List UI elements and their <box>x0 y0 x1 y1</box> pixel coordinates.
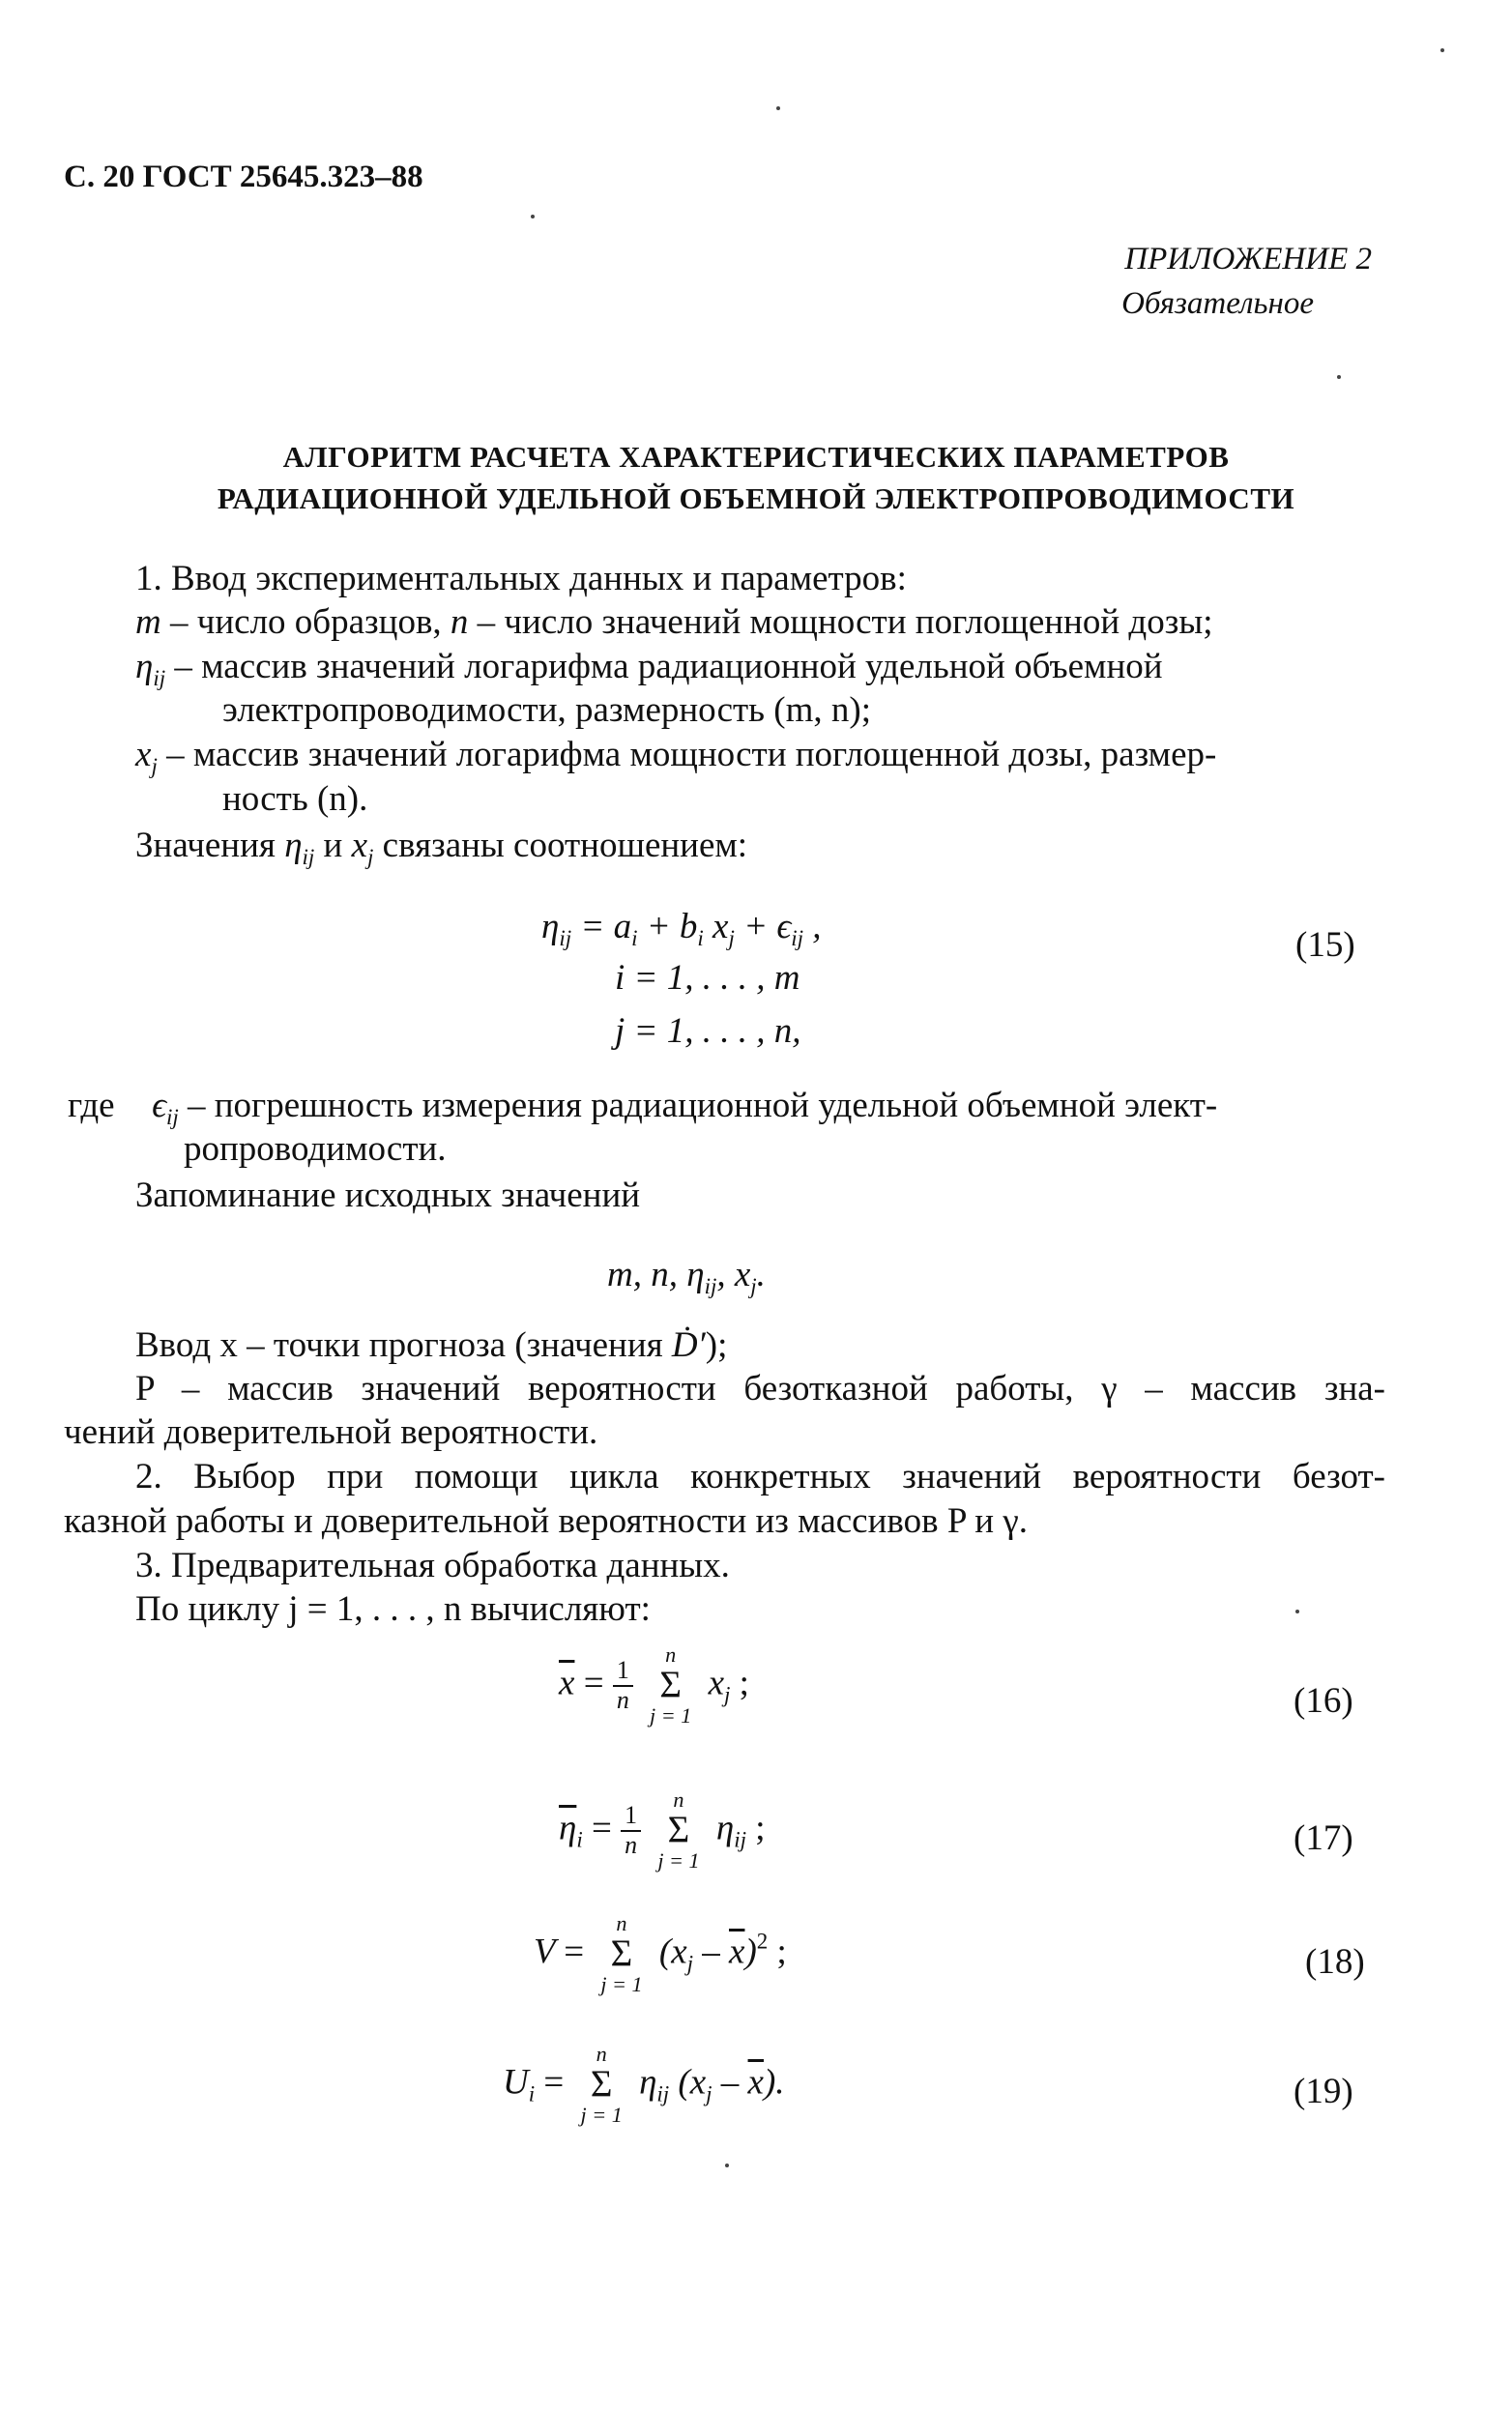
eq17-sum-bot: j = 1 <box>657 1848 700 1874</box>
eq17-lhs: $\overline{\eta}$ <box>559 1808 577 1848</box>
eq18-equals: = <box>564 1932 585 1972</box>
forecast-suffix: ); <box>705 1325 728 1365</box>
memorize-values-main: m, n, η <box>607 1255 705 1294</box>
eq17-sum <box>657 1788 699 1874</box>
scan-speck <box>1440 48 1444 52</box>
document-title-line2: РАДИАЦИОННОЙ УДЕЛЬНОЙ ОБЪЕМНОЙ ЭЛЕКТРОПРОВОДИМОСТИ <box>217 481 1295 515</box>
eq15-b-sub: i <box>697 926 704 951</box>
eq16-sigma: Σ <box>659 1664 682 1706</box>
eq19-term2-sub: j <box>706 2081 712 2106</box>
eq16-den: n <box>616 1685 629 1714</box>
eq19-sum <box>580 2043 622 2128</box>
eq19-term-mid: – <box>712 2062 748 2103</box>
eq16 <box>559 1643 749 1728</box>
eq15-eps-sub: ij <box>791 926 803 951</box>
appendix-title: ПРИЛОЖЕНИЕ 2 <box>1124 242 1372 276</box>
where-label: где <box>68 1086 115 1125</box>
relation-and: и <box>314 826 352 865</box>
where-eps-sub: ij <box>166 1105 179 1130</box>
n-symbol: n <box>450 602 469 642</box>
eq18 <box>534 1912 787 1997</box>
eq18-number: (18) <box>1305 1942 1365 1982</box>
scan-speck <box>1337 375 1341 379</box>
eq18-end: ; <box>768 1932 787 1972</box>
relation-eta-sub: ij <box>302 845 315 870</box>
eq17-number: (17) <box>1294 1818 1353 1858</box>
scan-speck <box>776 106 780 110</box>
eq17-equals: = <box>591 1808 612 1848</box>
eq15-line2: i = 1, . . . , m <box>615 958 800 998</box>
eq17-term: η <box>715 1808 735 1848</box>
eq15-line1 <box>541 906 821 952</box>
eq19-sum-bot: j = 1 <box>580 2103 623 2128</box>
x-subscript: j <box>151 754 158 779</box>
page-header: С. 20 ГОСТ 25645.323–88 <box>64 160 423 194</box>
eq15-eta-sub: ij <box>559 926 572 951</box>
memorize-values <box>607 1254 766 1300</box>
eq19-number: (19) <box>1294 2072 1353 2111</box>
m-description: – число образцов, <box>160 602 451 642</box>
eq16-lhs: $\overline{x}$ <box>559 1663 575 1703</box>
eq16-equals: = <box>583 1663 604 1703</box>
section1-eta-line <box>135 646 1382 692</box>
eq19-sigma: Σ <box>590 2063 613 2106</box>
where-eps: ϵ <box>152 1086 166 1125</box>
scan-speck <box>531 215 535 218</box>
forecast-prefix: Ввод x – точки прогноза (значения <box>135 1325 672 1365</box>
document-title-line1: АЛГОРИТМ РАСЧЕТА ХАРАКТЕРИСТИЧЕСКИХ ПАРАМЕТРОВ <box>282 440 1230 474</box>
eta-description-line2: электропроводимости, размерность (m, n); <box>222 690 872 730</box>
eq16-num: 1 <box>613 1657 633 1686</box>
x-description-line2: ность (n). <box>222 779 368 819</box>
eq19-term-sub: ij <box>656 2081 670 2106</box>
eq17-num: 1 <box>621 1802 641 1831</box>
n-description: – число значений мощности поглощенной дозы; <box>468 602 1213 642</box>
memorize-text: Запоминание исходных значений <box>135 1176 641 1215</box>
eta-subscript: ij <box>153 666 166 691</box>
relation-x: x <box>351 826 368 865</box>
eq18-term-open: (x <box>658 1932 687 1972</box>
eta-symbol: η <box>135 647 154 686</box>
relation-prefix: Значения <box>135 826 285 865</box>
arrays-line2: чений доверительной вероятности. <box>64 1412 598 1452</box>
section1-x-line <box>135 734 1392 780</box>
eq16-fraction <box>613 1657 633 1714</box>
eq17-sigma: Σ <box>667 1809 690 1851</box>
relation-x-sub: j <box>367 845 374 870</box>
eq18-power: 2 <box>756 1929 769 1954</box>
eq19-lhs: U <box>503 2062 529 2103</box>
x-symbol: x <box>135 735 152 774</box>
eq17-fraction <box>621 1802 641 1859</box>
eta-description-line1: – массив значений логарифма радиационной удельной объемной <box>174 647 1163 686</box>
eq18-term-close: ) <box>744 1932 757 1972</box>
eq15-line3: j = 1, . . . , n, <box>615 1011 801 1051</box>
forecast-d-symbol: Ḋ′ <box>671 1325 706 1365</box>
eq17-end: ; <box>746 1808 766 1848</box>
eq18-sum <box>600 1912 642 1997</box>
eq15-x: x <box>703 907 729 946</box>
relation-eta: η <box>284 826 303 865</box>
eq16-sum-top: n <box>665 1642 677 1667</box>
where-line <box>68 1085 1392 1131</box>
eq18-lhs: V <box>534 1932 555 1972</box>
relation-line <box>135 825 747 871</box>
eq19-term-bar: $\overline{x}$ <box>747 2062 764 2103</box>
m-symbol: m <box>135 602 161 642</box>
section1-m-n-line <box>135 601 1402 644</box>
eq15-number: (15) <box>1295 925 1355 965</box>
eq16-term-sub: j <box>724 1682 731 1707</box>
eq16-end: ; <box>730 1663 749 1703</box>
where-desc-line1: – погрешность измерения радиационной удельной объемной элект- <box>188 1086 1218 1125</box>
eq19 <box>503 2043 785 2128</box>
eq16-number: (16) <box>1294 1681 1353 1721</box>
memorize-values-x: , x <box>716 1255 751 1294</box>
eq19-term-close: ). <box>763 2062 785 2103</box>
eq15-a: = a <box>571 907 632 946</box>
arrays-line1: P – массив значений вероятности безотказной работы, γ – массив зна- <box>135 1369 1385 1409</box>
eq18-term-bar: $\overline{x}$ <box>729 1932 745 1972</box>
eq15-x-sub: j <box>728 926 735 951</box>
memorize-values-x-sub: j <box>750 1274 757 1299</box>
eq16-term: x <box>708 1663 725 1703</box>
eq18-sigma: Σ <box>610 1932 633 1975</box>
eq15-eta: η <box>541 907 560 946</box>
section1-intro: 1. Ввод экспериментальных данных и параметров: <box>135 559 907 598</box>
appendix-subtitle: Обязательное <box>1121 286 1314 321</box>
forecast-line <box>135 1324 727 1367</box>
eq19-equals: = <box>543 2062 565 2103</box>
eq17-den: n <box>625 1830 638 1859</box>
where-desc-line2: ропроводимости. <box>184 1129 447 1169</box>
x-description-line1: – массив значений логарифма мощности поглощенной дозы, размер- <box>166 735 1217 774</box>
section2-line2: казной работы и доверительной вероятности из массивов P и γ. <box>64 1501 1028 1541</box>
eq16-sum <box>650 1643 691 1728</box>
eq18-sum-top: n <box>616 1911 627 1935</box>
section3-loop: По циклу j = 1, . . . , n вычисляют: <box>135 1589 651 1629</box>
section3-title: 3. Предварительная обработка данных. <box>135 1546 730 1585</box>
eq19-term-open: (x <box>669 2062 707 2103</box>
eq16-sum-bot: j = 1 <box>650 1703 692 1728</box>
eq17-sum-top: n <box>673 1787 684 1812</box>
relation-suffix: связаны соотношением: <box>373 826 748 865</box>
scan-speck <box>1295 1610 1299 1613</box>
eq17 <box>559 1788 766 1874</box>
eq15-a-sub: i <box>631 926 638 951</box>
memorize-values-dot: . <box>756 1255 766 1294</box>
eq19-term: η <box>639 2062 657 2103</box>
eq15-b: + b <box>637 907 698 946</box>
eq17-lhs-sub: i <box>576 1827 583 1852</box>
eq18-term-sub: j <box>686 1951 694 1976</box>
eq18-sum-bot: j = 1 <box>600 1972 643 1997</box>
eq15-eps: + ϵ <box>734 907 792 946</box>
scan-speck <box>725 2164 729 2167</box>
eq19-sum-top: n <box>596 2042 607 2066</box>
section2-line1: 2. Выбор при помощи цикла конкретных значений вероятности безот- <box>135 1457 1385 1496</box>
eq15-comma: , <box>802 907 822 946</box>
eq19-lhs-sub: i <box>528 2081 536 2106</box>
eq18-term-mid: – <box>693 1932 730 1972</box>
memorize-values-sub: ij <box>704 1274 717 1299</box>
eq17-term-sub: ij <box>734 1827 746 1852</box>
